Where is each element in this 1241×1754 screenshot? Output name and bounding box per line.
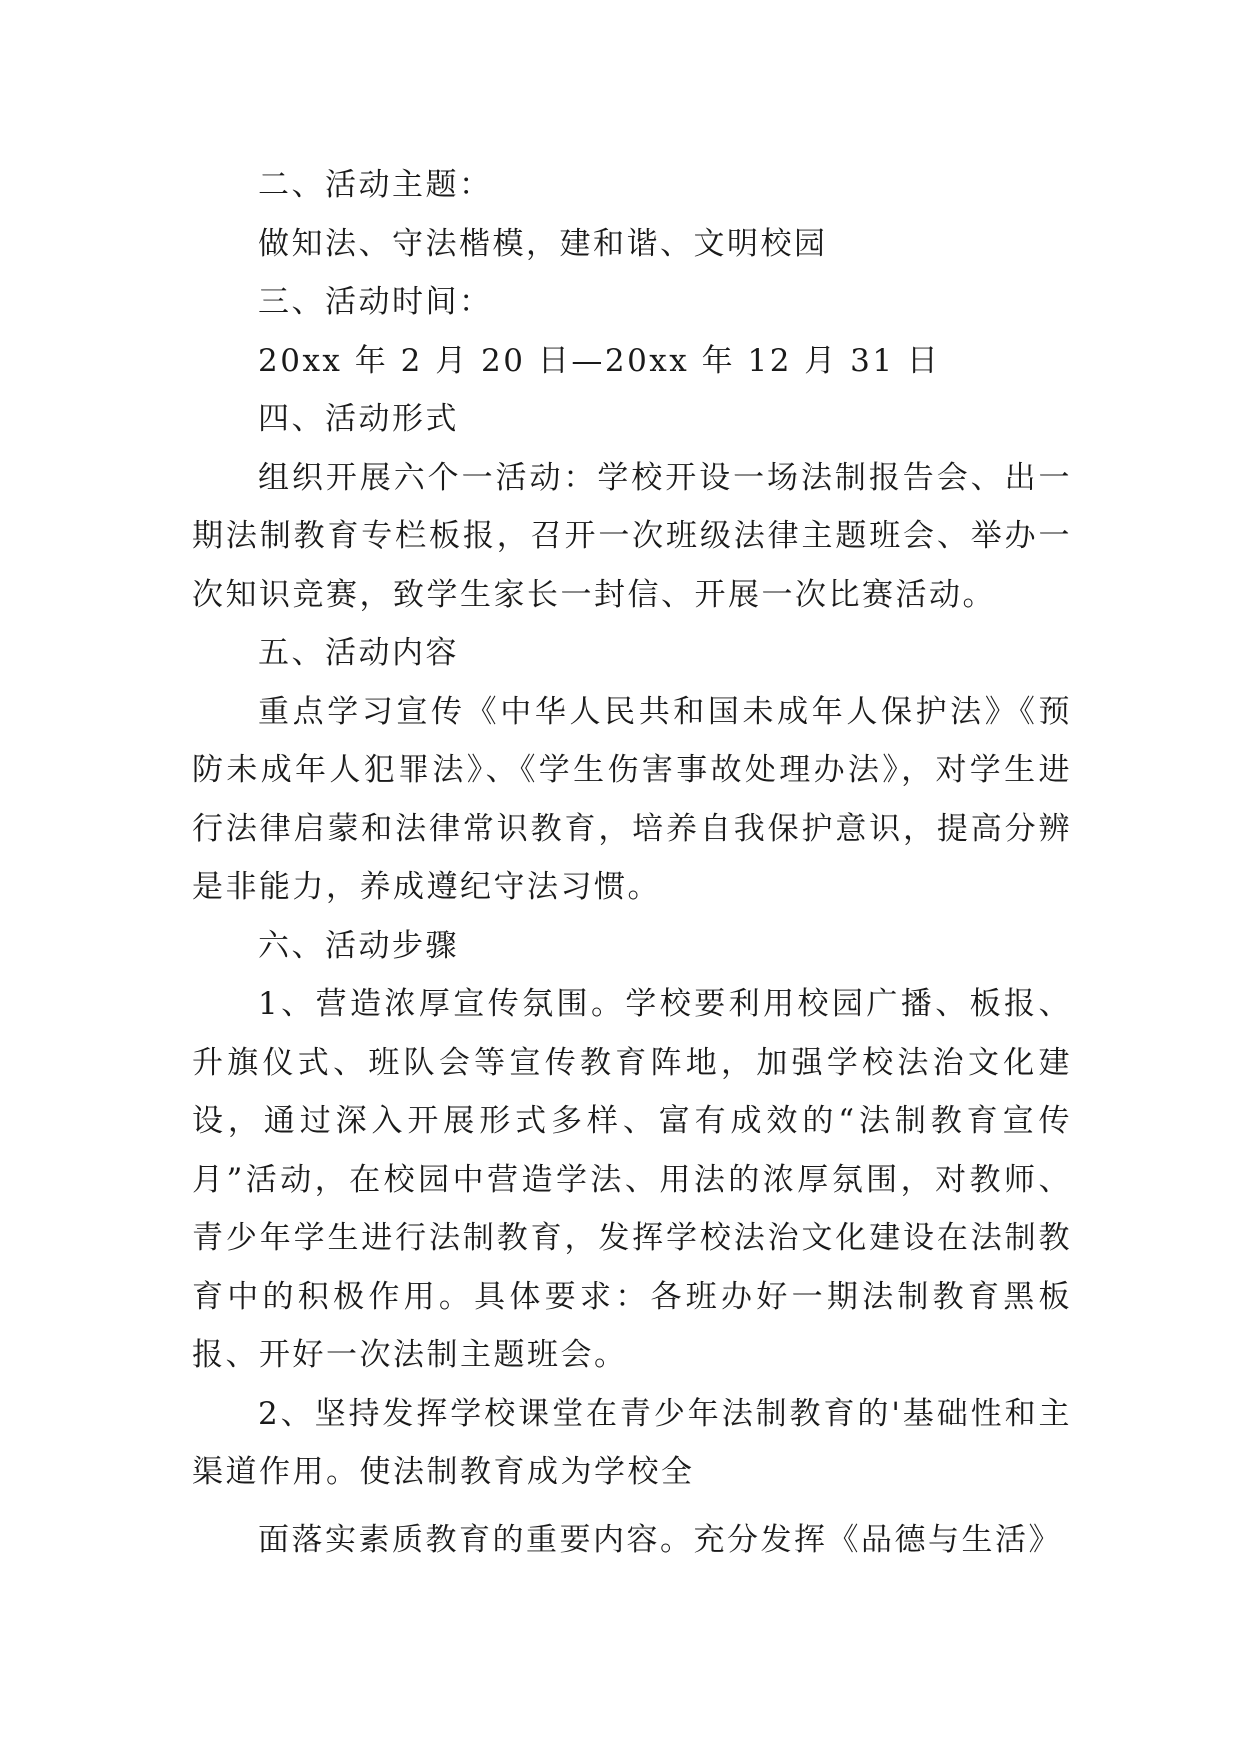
form-text: 组织开展六个一活动：学校开设一场法制报告会、出一期法制教育专栏板报，召开一次班级法律主题班会、举办一次知识竞赛，致学生家长一封信、开展一次比赛活动。 xyxy=(192,459,1072,613)
section-heading-theme: 二、活动主题： xyxy=(258,167,493,203)
section-heading-steps: 六、活动步骤 xyxy=(258,927,459,964)
document-body xyxy=(192,156,1072,1569)
content-text: 重点学习宣传《中华人民共和国未成年人保护法》《预防未成年人犯罪法》、《学生伤害事故处理办法》，对学生进行法律启蒙和法律常识教育，培养自我保护意识，提高分辨是非能力，养成遵纪守法习惯。 xyxy=(192,693,1072,905)
step-2-text: 2、坚持发挥学校课堂在青少年法制教育的'基础性和主渠道作用。使法制教育成为学校全 xyxy=(192,1395,1072,1490)
time-text: 20xx 年 2 月 20 日—20xx 年 12 月 31 日 xyxy=(258,342,941,379)
section-heading-time: 三、活动时间： xyxy=(258,284,493,320)
theme-text: 做知法、守法楷模，建和谐、文明校园 xyxy=(258,225,828,262)
section-heading-form: 四、活动形式 xyxy=(258,401,459,437)
section-heading-content: 五、活动内容 xyxy=(258,635,459,671)
continuation-text: 面落实素质教育的重要内容。充分发挥《品德与生活》 xyxy=(258,1521,1062,1558)
step-1-text: 1、营造浓厚宣传氛围。学校要利用校园广播、板报、升旗仪式、班队会等宣传教育阵地，加强学校法治文化建设，通过深入开展形式多样、富有成效的“法制教育宣传月”活动，在校园中营造学法、用法的浓厚氛围，对教师、青少年学生进行法制教育，发挥学校法治文化建设在法制教育中的积极作用。具体要求：各班办好一期法制教育黑板报、开好一次法制主题班会。 xyxy=(192,986,1072,1373)
